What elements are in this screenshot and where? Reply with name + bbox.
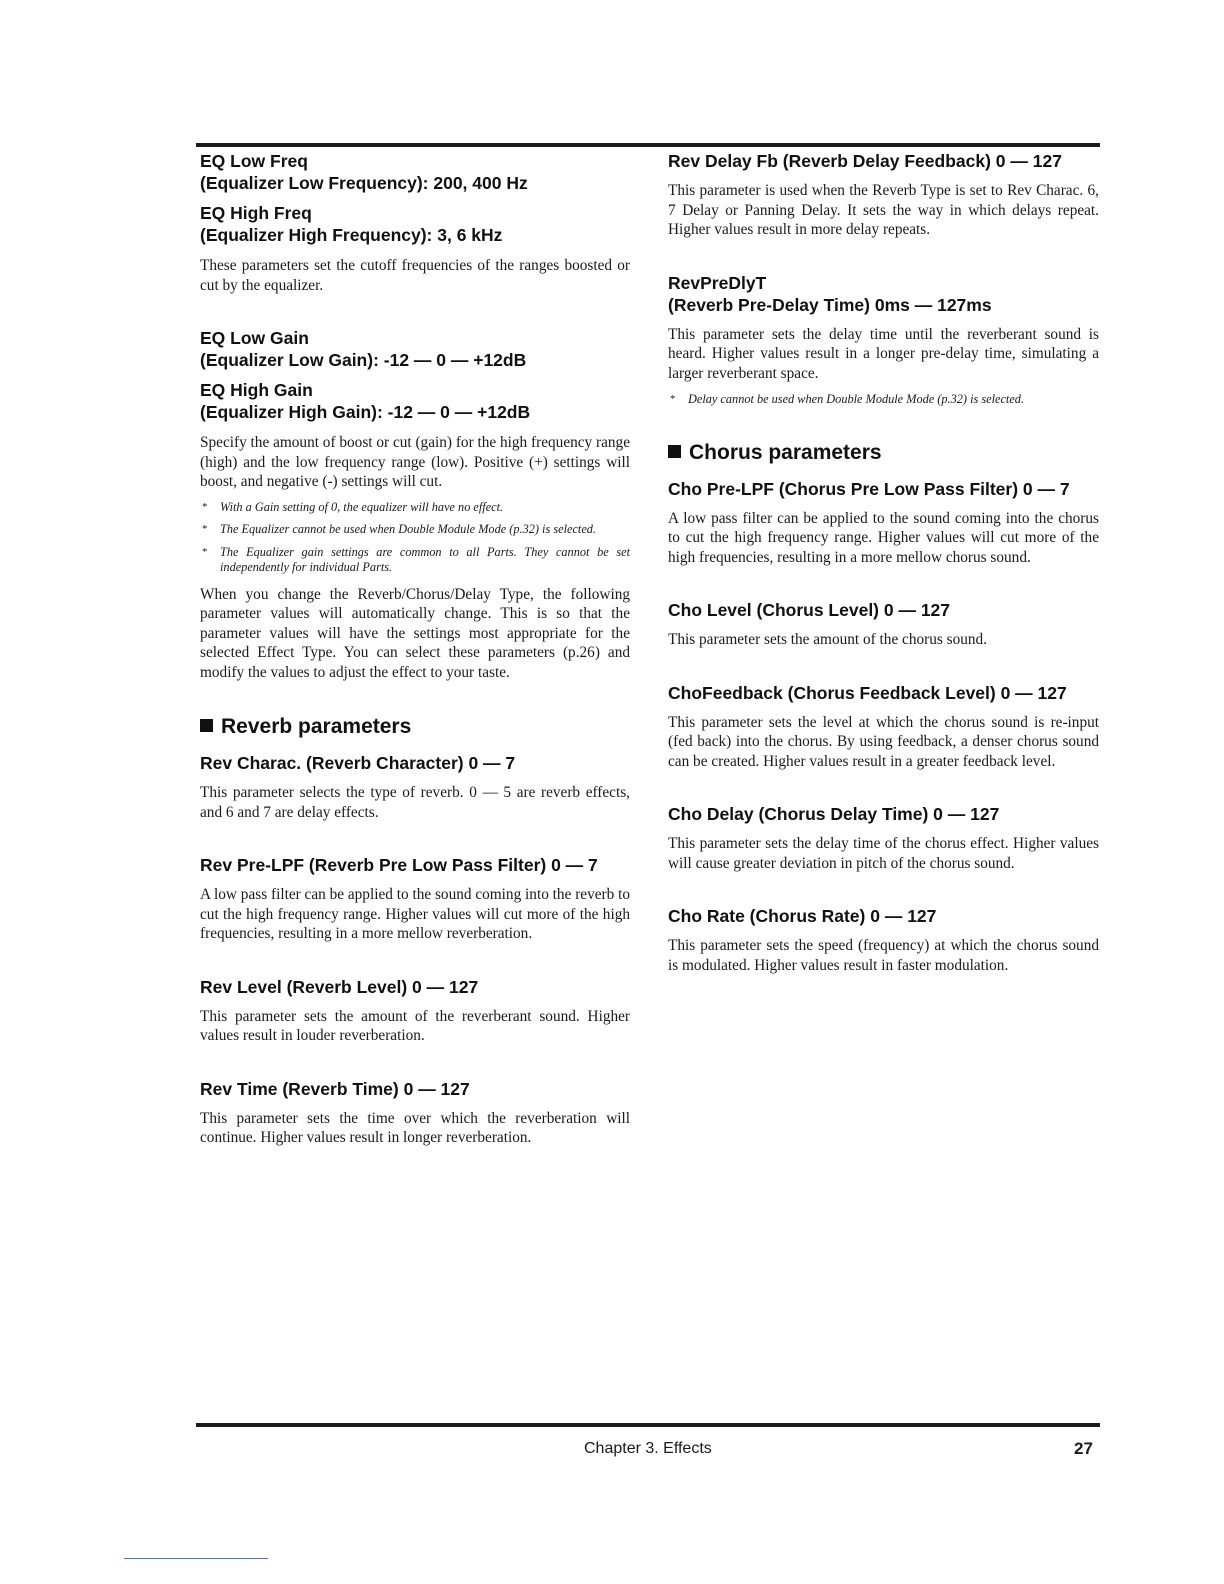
type-change-body: When you change the Reverb/Chorus/Delay Type, the following parameter values will automatically change. This is so that the parameter values will have the settings most appropriate for the selected Effect Type. You can select these parameters (p.26) and modify the values to adjust the effect to your taste. (200, 585, 630, 681)
rev-predly-note: * Delay cannot be used when Double Module Mode (p.32) is selected. (668, 392, 1099, 408)
right-column (668, 150, 1099, 975)
rev-prelpf-heading: Rev Pre-LPF (Reverb Pre Low Pass Filter) 0 — 7 (200, 855, 598, 875)
reverb-section-title: Reverb parameters (200, 714, 630, 740)
cho-delay-heading: Cho Delay (Chorus Delay Time) 0 — 127 (668, 804, 1000, 824)
cho-prelpf-heading: Cho Pre-LPF (Chorus Pre Low Pass Filter) 0 — 7 (668, 478, 1070, 499)
chorus-section-title: Chorus parameters (668, 440, 1099, 466)
eq-low-freq-heading: EQ Low Freq (Equalizer Low Frequency): 200, 400 Hz (200, 151, 528, 193)
cho-feedback-body: This parameter sets the level at which the chorus sound is re-input (fed back) into the chorus. By using feedback, a denser chorus sound can be created. Higher values result in a greater feedback level. (668, 713, 1099, 770)
cho-feedback-heading: ChoFeedback (Chorus Feedback Level) 0 — 127 (668, 682, 1067, 703)
rev-delay-fb-heading: Rev Delay Fb (Reverb Delay Feedback) 0 — 127 (668, 151, 1062, 171)
cho-rate-heading: Cho Rate (Chorus Rate) 0 — 127 (668, 906, 937, 926)
cho-prelpf-body: A low pass filter can be applied to the sound coming into the chorus to cut the high frequency range. Higher values will cut more of the high frequencies, resulting in a more mellow chorus sound. (668, 509, 1099, 566)
page-number: 27 (1074, 1439, 1093, 1458)
cho-delay-body: This parameter sets the delay time of the chorus effect. Higher values will cause greater deviation in pitch of the chorus sound. (668, 835, 1099, 872)
footer-chapter: Chapter 3. Effects (584, 1440, 712, 1457)
cho-level-body: This parameter sets the amount of the chorus sound. (668, 631, 988, 648)
eq-gain-note: * The Equalizer gain settings are common to all Parts. They cannot be set independently for individual Parts. (200, 545, 630, 576)
rev-level-heading: Rev Level (Reverb Level) 0 — 127 (200, 976, 479, 997)
rev-charac-heading: Rev Charac. (Reverb Character) 0 — 7 (200, 753, 516, 773)
rev-level-body: This parameter sets the amount of the reverberant sound. Higher values result in louder reverberation. (200, 1007, 630, 1044)
scan-artifact-line (124, 1558, 268, 1559)
bottom-rule (196, 1423, 1100, 1427)
cho-level-heading: Cho Level (Chorus Level) 0 — 127 (668, 600, 951, 620)
cho-rate-body: This parameter sets the speed (frequency) at which the chorus sound is modulated. Higher values result in faster modulation. (668, 937, 1099, 974)
eq-high-gain-heading: EQ High Gain (Equalizer High Gain): -12 — 0 — +12dB (200, 380, 531, 422)
eq-gain-note: * The Equalizer cannot be used when Double Module Mode (p.32) is selected. (200, 522, 630, 538)
rev-time-heading: Rev Time (Reverb Time) 0 — 127 (200, 1078, 470, 1099)
eq-gain-body: Specify the amount of boost or cut (gain) for the high frequency range (high) and the low frequency range (low). Positive (+) settings will boost, and negative (-) settings will cut. (200, 434, 630, 490)
eq-low-gain-heading: EQ Low Gain (Equalizer Low Gain): -12 — 0 — +12dB (200, 328, 527, 370)
rev-predly-heading: RevPreDlyT (Reverb Pre-Delay Time) 0ms — 127ms (668, 272, 992, 315)
rev-time-body: This parameter sets the time over which the reverberation will continue. Higher values result in longer reverberation. (200, 1109, 630, 1146)
rev-charac-body: This parameter selects the type of reverb. 0 — 5 are reverb effects, and 6 and 7 are delay effects. (200, 784, 630, 821)
eq-freq-body: These parameters set the cutoff frequencies of the ranges boosted or cut by the equalizer. (200, 257, 630, 294)
top-rule (196, 143, 1100, 147)
rev-delay-fb-body: This parameter is used when the Reverb Type is set to Rev Charac. 6, 7 Delay or Panning Delay. It sets the way in which delays repeat. Higher values result in more delay repeats. (668, 182, 1099, 238)
rev-prelpf-body: A low pass filter can be applied to the sound coming into the reverb to cut the high frequency range. Higher values will cut more of the high frequencies, resulting in a more mellow reverberation. (200, 886, 630, 942)
square-bullet-icon (668, 445, 681, 458)
eq-gain-note: * With a Gain setting of 0, the equalizer will have no effect. (200, 500, 630, 516)
rev-predly-body: This parameter sets the delay time until the reverberant sound is heard. Higher values result in a longer pre-delay time, simulating a larger reverberant space. (668, 325, 1099, 382)
square-bullet-icon (200, 719, 213, 732)
eq-high-freq-heading: EQ High Freq (Equalizer High Frequency): 3, 6 kHz (200, 203, 503, 245)
left-column (200, 150, 630, 1148)
